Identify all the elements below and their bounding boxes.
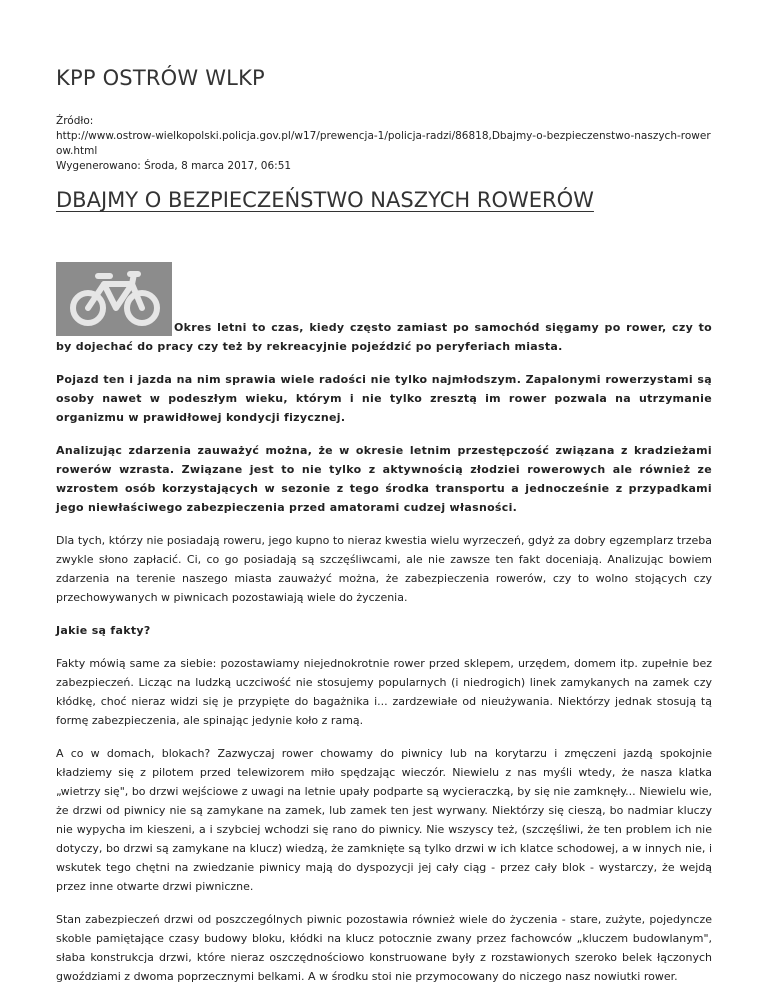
bicycle-icon	[56, 262, 172, 336]
article-image	[56, 262, 172, 336]
paragraph-6: Fakty mówią same za siebie: pozostawiamy niejednokrotnie rower przed sklepem, urzędem, domem itp. zupełnie bez zabezpieczeń. Licząc na ludzką uczciwość nie stosujemy popularnych (i niedrogich) linek zamykanych na zamek czy kłódkę, choć nieraz widzi się je przypięte do bagażnika i... zardzewiałe od nieużywania. Niektórzy jednak stosują tą formę zabezpieczenia, ale spinając jedynie koło z ramą.	[56, 657, 712, 727]
source-url-line2[interactable]: ow.html	[56, 145, 98, 157]
article-body	[56, 262, 712, 986]
source-url-line1[interactable]: http://www.ostrow-wielkopolski.policja.gov.pl/w17/prewencja-1/policja-radzi/86818,Dbajmy-o-bezpieczenstwo-naszych-rower	[56, 130, 711, 142]
paragraph-7: A co w domach, blokach? Zazwyczaj rower chowamy do piwnicy lub na korytarzu i zmęczeni jazdą spokojnie kładziemy się z pilotem przed telewizorem miło spędzając wieczór. Niewielu z nas myśli wtedy, że nasza klatka „wietrzy się", bo drzwi wejściowe z uwagi na letnie upały podparte są wycieraczką, by się nie zamknęły... Niewielu wie, że drzwi od piwnicy nie są zamykane na zamek, lub zamek ten jest wyrwany. Niektórzy się cieszą, bo nadmiar kluczy nie wypycha im kieszeni, a i szybciej wchodzi się rano do piwnicy. Nie wszyscy też, (szczęśliwi, że ten problem ich nie dotyczy, bo drzwi są zamykane na klucz) wiedzą, że zamknięte są tylko drzwi w ich klatce schodowej, a w innych nie, i wskutek tego chętni na zwiedzanie piwnicy mają do dyspozycji jej cały ciąg - przez cały blok - wystarczy, że wejdą przez inne otwarte drzwi piwniczne.	[56, 747, 712, 893]
article-title: DBAJMY O BEZPIECZEŃSTWO NASZYCH ROWERÓW	[56, 188, 594, 212]
site-title: KPP OSTRÓW WLKP	[56, 66, 265, 90]
generated-timestamp: Wygenerowano: Środa, 8 marca 2017, 06:51	[56, 160, 292, 172]
paragraph-4: Dla tych, którzy nie posiadają roweru, jego kupno to nieraz kwestia wielu wyrzeczeń, gdyż za dobry egzemplarz trzeba zwykle słono zapłacić. Ci, co go posiadają są szczęśliwcami, ale nie zawsze ten fakt doceniają. Analizując bowiem zdarzenia na terenie naszego miasta zauważyć można, że zabezpieczenia rowerów, czy to wolno stojących czy przechowywanych w piwnicach pozostawiają wiele do życzenia.	[56, 534, 712, 604]
source-label: Źródło:	[56, 115, 94, 127]
paragraph-intro: Okres letni to czas, kiedy często zamiast po samochód sięgamy po rower, czy to by dojechać do pracy czy też by rekreacyjnie pojeździć po peryferiach miasta.	[56, 321, 712, 353]
paragraph-3: Analizując zdarzenia zauważyć można, że w okresie letnim przestępczość związana z kradzieżami rowerów wzrasta. Związane jest to nie tylko z aktywnością złodziei rowerowych ale również ze wzrostem osób korzystających w sezonie z tego środka transportu a jednocześnie z przypadkami jego niewłaściwego zabezpieczenia przed amatorami cudzej własności.	[56, 444, 712, 514]
section-heading-facts: Jakie są fakty?	[56, 624, 151, 637]
paragraph-2: Pojazd ten i jazda na nim sprawia wiele radości nie tylko najmłodszym. Zapalonymi rowerzystami są osoby nawet w podeszłym wieku, którym i nie tylko zresztą im rower pozwala na utrzymanie organizmu w prawidłowej kondycji fizycznej.	[56, 373, 712, 424]
paragraph-8: Stan zabezpieczeń drzwi od poszczególnych piwnic pozostawia również wiele do życzenia - stare, zużyte, pojedyncze skoble pamiętające czasy budowy bloku, kłódki na klucz potocznie zwany przez fachowców „kluczem budowlanym", słaba konstrukcja drzwi, które nieraz oszczędnościowo konstruowane były z rozstawionych szeroko belek łączonych gwoździami z dwoma poprzecznymi belkami. A w środku stoi nie przymocowany do niczego nasz nowiutki rower.	[56, 913, 712, 983]
source-meta	[56, 114, 712, 174]
